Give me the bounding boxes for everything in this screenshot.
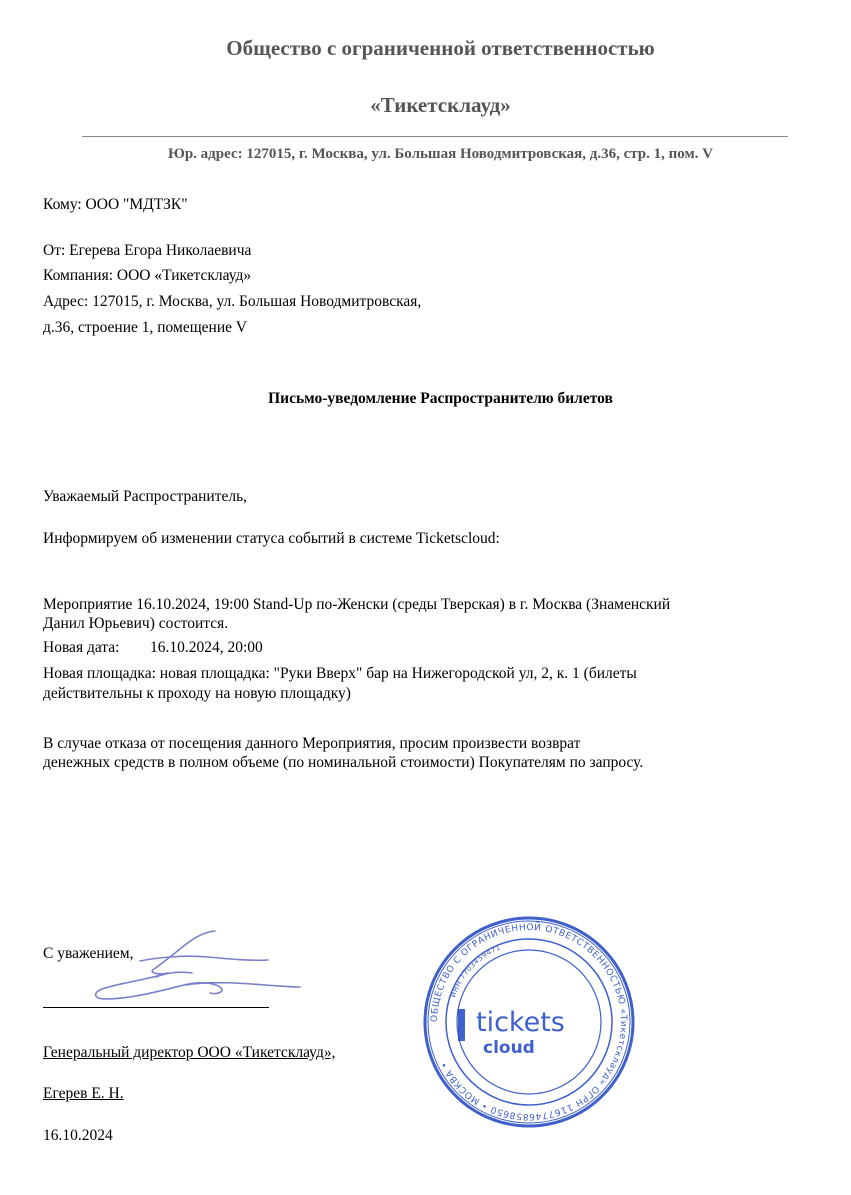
closing-regards: С уважением, [43, 945, 134, 962]
svg-text:ИНН 7703459471: ИНН 7703459471 [449, 943, 503, 999]
legal-address: Юр. адрес: 127015, г. Москва, ул. Большая Новодмитровская, д.36, стр. 1, пом. V [167, 146, 714, 162]
seal-logo-tickets: tickets [476, 1007, 565, 1038]
refund-line2: денежных средств в полном объеме (по номинальной стоимости) Покупателям по запросу. [43, 754, 644, 771]
greeting: Уважаемый Распространитель, [43, 488, 248, 505]
sender-from: От: Егерева Егора Николаевича [43, 242, 252, 259]
event-line2: Данил Юрьевич) состоится. [43, 615, 229, 632]
intro: Информируем об изменении статуса событий в системе Ticketscloud: [43, 530, 500, 547]
signer-name: Егерев Е. Н. [43, 1085, 124, 1102]
new-venue-line1: Новая площадка: новая площадка: "Руки Вверх" бар на Нижегородской ул, 2, к. 1 (билеты [43, 665, 637, 682]
event-line1: Мероприятие 16.10.2024, 19:00 Stand-Up по-Женски (среды Тверская) в г. Москва (Знаменский [43, 596, 671, 613]
company-name-line1: Общество с ограниченной ответственностью [226, 36, 655, 60]
letter-date: 16.10.2024 [43, 1127, 113, 1144]
svg-text:ОБЩЕСТВО С ОГРАНИЧЕННОЙ ОТВЕТС: ОБЩЕСТВО С ОГРАНИЧЕННОЙ ОТВЕТСТВЕННОСТЬЮ «Тикетсклауд» ОГРН 1167746858650 • МОСКВА • [429, 922, 629, 1122]
sender-address-line1: Адрес: 127015, г. Москва, ул. Большая Новодмитровская, [43, 293, 422, 310]
signature-line [43, 1007, 269, 1008]
signature-image [90, 925, 305, 1005]
new-date-value: 16.10.2024, 20:00 [150, 639, 263, 656]
sender-address-line2: д.36, строение 1, помещение V [43, 319, 248, 336]
refund-line1: В случае отказа от посещения данного Мероприятия, просим произвести возврат [43, 735, 581, 752]
letter-title: Письмо-уведомление Распространителю билетов [268, 390, 613, 407]
new-venue-line2: действительны к проходу на новую площадку) [43, 685, 351, 702]
letterhead-divider [82, 136, 788, 137]
sender-company: Компания: ООО «Тикетсклауд» [43, 267, 252, 284]
seal-logo-cloud: cloud [483, 1038, 535, 1058]
new-date-label: Новая дата: [43, 639, 120, 656]
signer-position: Генеральный директор ООО «Тикетсклауд», [43, 1044, 336, 1061]
company-name-line2: «Тикетсклауд» [370, 93, 511, 117]
company-seal-stamp [420, 913, 638, 1131]
recipient: Кому: ООО "МДТЗК" [43, 196, 188, 213]
